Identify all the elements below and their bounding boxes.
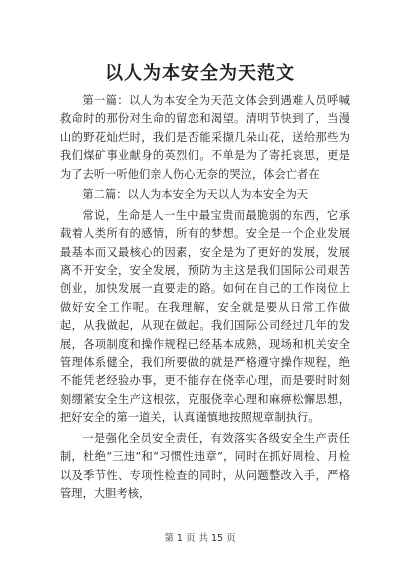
paragraph-4: 一是强化全员安全责任，有效落实各级安全生产责任制，杜绝“三违”和“习惯性违章”，同时在抓好周检、月检以及季节性、专项性检查的同时，从问题整改入手，严格管理，大胆考核， — [60, 431, 350, 501]
page-number: 第 1 页 共 15 页 — [164, 533, 236, 544]
document-body — [60, 92, 350, 506]
paragraph-2: 第二篇：以人为本安全为天以人为本安全为天 — [82, 188, 309, 202]
paragraph-1: 第一篇：以人为本安全为天范文体会到遇难人员呼喊救命时的那份对生命的留恋和渴望。清明节快到了，当漫山的野花灿烂时，我们是否能采撷几朵山花，送给那些为我们煤矿事业献身的英烈们。不单是为了寄托哀思，更是为了去听一听他们亲人伤心无奈的哭泣，体会亡者在 — [60, 94, 350, 181]
paragraph-3: 常说，生命是人一生中最宝贵而最脆弱的东西，它承载着人类所有的感情，所有的梦想。安全是一个企业发展最基本而又最核心的因素，安全是为了更好的发展，发展离不开安全，安全发展，预防为主这是我们国际公司艰苦创业，加快发展一直要走的路。如何在自己的工作岗位上做好安全工作呢。在我理解，安全就是要从日常工作做起，从我做起，从现在做起。我们国际公司经过几年的发展，各项制度和操作规程已经基本成熟，现场和机关安全管理体系健全，我们所要做的就是严格遵守操作规程，绝不能凭老经验办事，更不能存在侥幸心理，而是要时时刻刻绷紧安全生产这根弦，克服侥幸心理和麻痹松懈思想，把好安全的第一道关，认真谨慎地按照规章制执行。 — [60, 208, 350, 425]
document-title: 以人为本安全为天范文 — [105, 63, 295, 84]
